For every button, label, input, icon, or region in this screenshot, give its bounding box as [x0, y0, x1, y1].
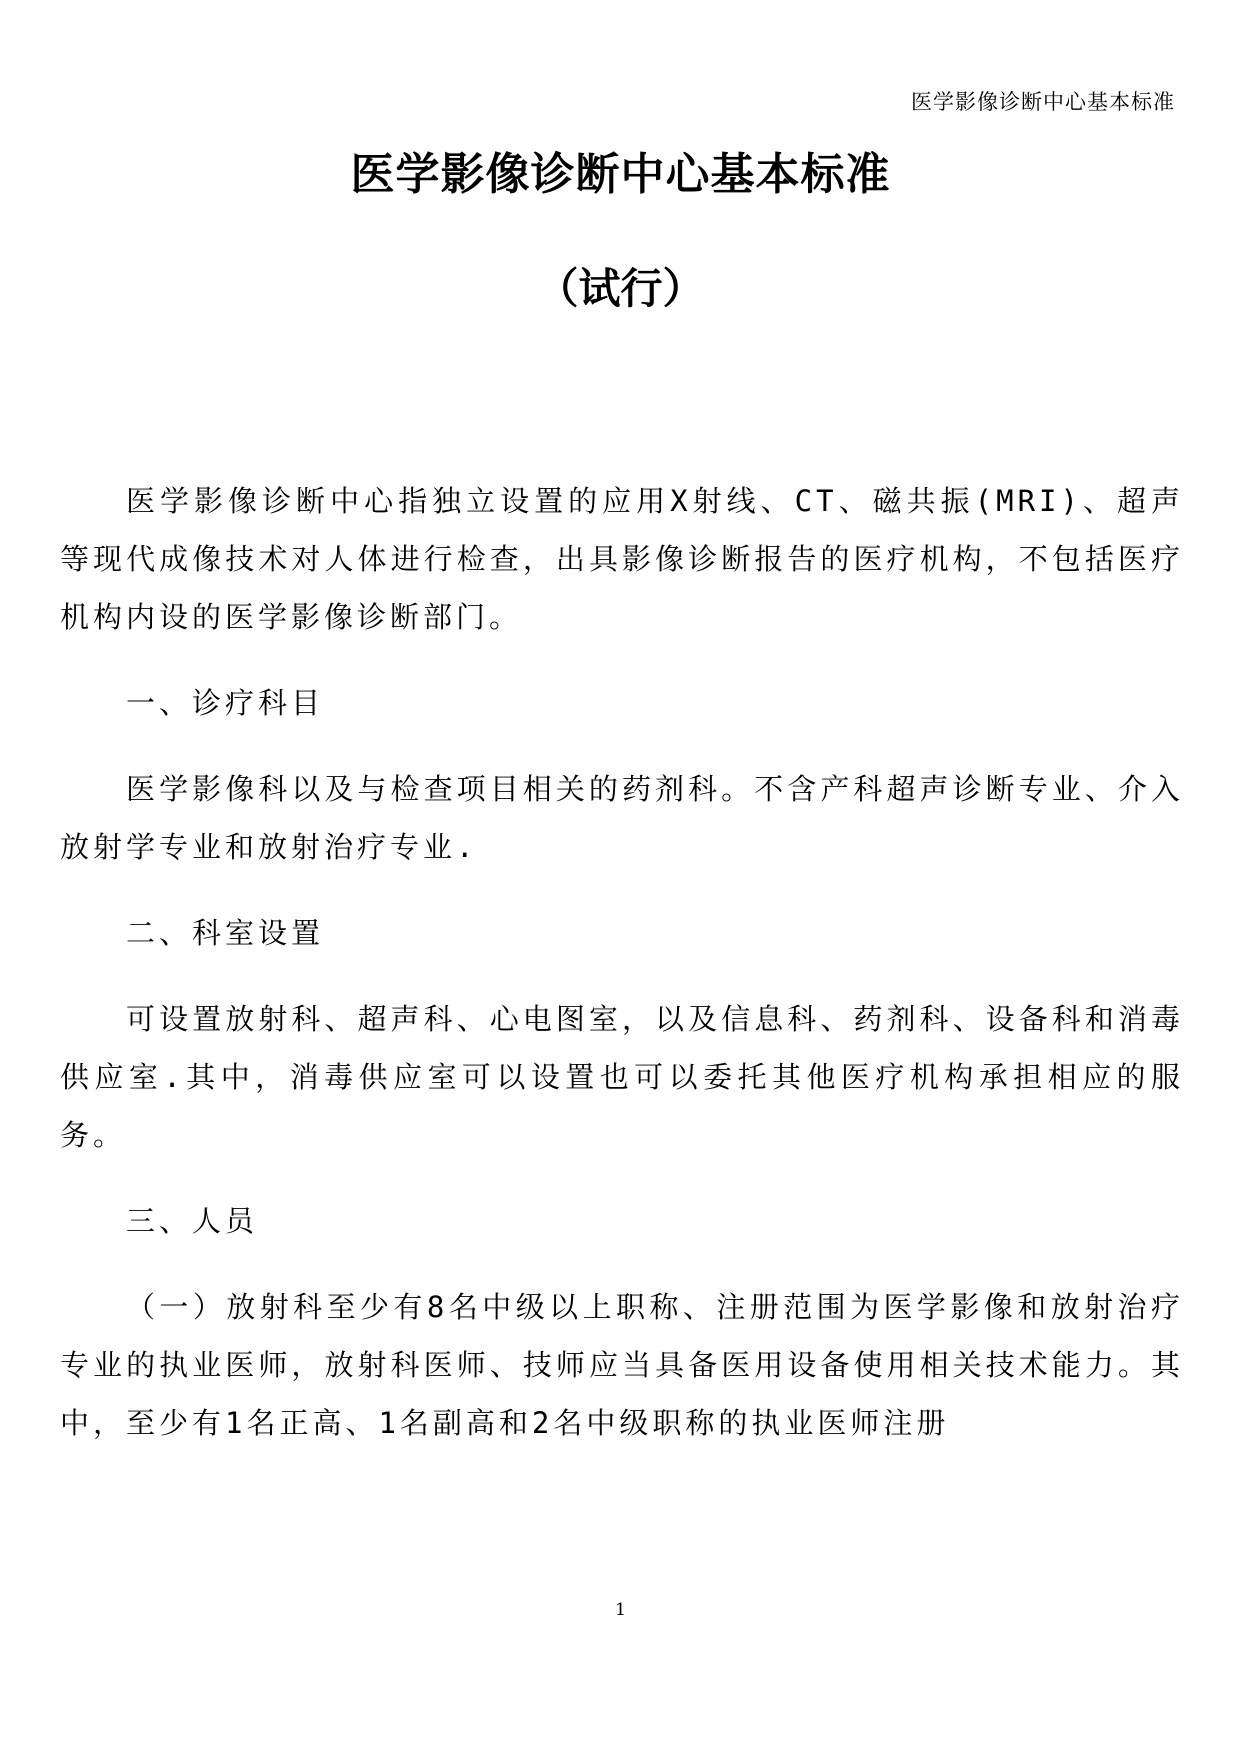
section-paragraph: 医学影像科以及与检查项目相关的药剂科。不含产科超声诊断专业、介入放射学专业和放射治疗专业. [60, 772, 1184, 864]
document-title: 医学影像诊断中心基本标准 [350, 149, 891, 200]
running-header: 医学影像诊断中心基本标准 [911, 90, 1175, 114]
page-number: 1 [615, 1600, 626, 1620]
intro-paragraph: 医学影像诊断中心指独立设置的应用X射线、CT、磁共振(MRI)、超声等现代成像技术对人体进行检查，出具影像诊断报告的医疗机构，不包括医疗机构内设的医学影像诊断部门。 [60, 484, 1184, 634]
section-heading-diagnosis-subjects: 一、诊疗科目 [126, 686, 325, 720]
section-heading-department-setup: 二、科室设置 [126, 916, 325, 950]
section-paragraph: 可设置放射科、超声科、心电图室，以及信息科、药剂科、设备科和消毒供应室.其中，消毒供应室可以设置也可以委托其他医疗机构承担相应的服务。 [60, 1002, 1184, 1152]
section-heading-personnel: 三、人员 [126, 1204, 259, 1238]
document-body [60, 472, 1184, 1480]
section-paragraph: （一）放射科至少有8名中级以上职称、注册范围为医学影像和放射治疗专业的执业医师，放射科医师、技师应当具备医用设备使用相关技术能力。其中，至少有1名正高、1名副高和2名中级职称的执业医师注册 [60, 1290, 1184, 1440]
document-subtitle: （试行） [536, 264, 705, 313]
